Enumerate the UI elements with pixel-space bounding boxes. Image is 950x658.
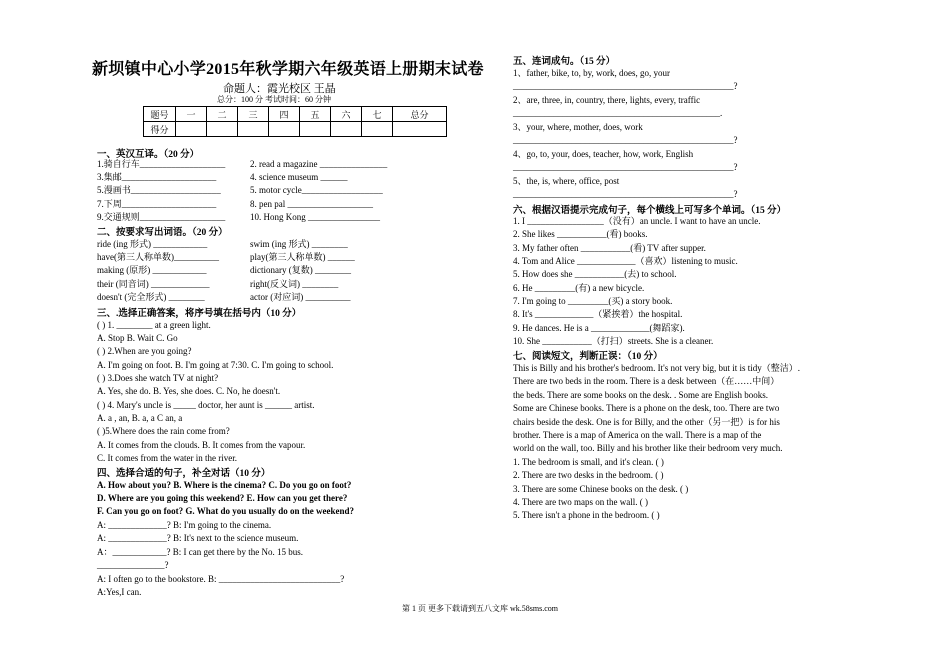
s2-line: have(第三人称单数)__________	[97, 252, 219, 262]
s3-line: A. Yes, she do. B. Yes, she does. C. No, he doesn't.	[97, 386, 281, 396]
score-input-cell[interactable]	[269, 122, 300, 137]
s1-line: 4. science museum ______	[250, 172, 348, 182]
s7-passage-line: brother. There is a map of America on the wall. There is a map of the	[513, 430, 762, 440]
s1-line: 10. Hong Kong ________________	[250, 212, 380, 222]
s5-answer-line[interactable]: _________________________________________________?	[513, 135, 738, 145]
s3-line: A. Stop B. Wait C. Go	[97, 333, 178, 343]
s7-question: 1. The bedroom is small, and it's clean. ( )	[513, 457, 664, 467]
section-1-title: 一、英汉互译。（20 分）	[97, 150, 200, 160]
s3-line: ( )5.Where does the rain come from?	[97, 426, 230, 436]
section-6-title: 六、根据汉语提示完成句子，每个横线上可写多个单词。（15 分）	[513, 206, 787, 216]
s6-line: 5. How does she ___________(去) to school.	[513, 269, 677, 279]
s5-answer-line[interactable]: ______________________________________________.	[513, 108, 723, 118]
s2-line: their (同音词) _____________	[97, 279, 210, 289]
page-footer: 第 1 页 更多下载请到五八文库 wk.58sms.com	[402, 604, 558, 613]
s3-line: ( ) 1. ________ at a green light.	[97, 320, 211, 330]
score-cell: 七	[362, 107, 393, 122]
s4-dialog-line: A:Yes,I can.	[97, 587, 142, 597]
score-input-cell[interactable]	[176, 122, 207, 137]
s1-line: 7.下周_____________________	[97, 199, 217, 209]
s5-line: 1、father, bike, to, by, work, does, go, your	[513, 68, 671, 78]
section-7-title: 七、阅读短文，判断正误：（10 分）	[513, 352, 663, 362]
exam-title: 新坝镇中心小学2015年秋学期六年级英语上册期末试卷	[92, 61, 484, 78]
author-line: 命题人：霞光校区 王晶	[223, 83, 336, 95]
s6-line: 7. I'm going to _________(买) a story book.	[513, 296, 673, 306]
s4-option-line: F. Can you go on foot? G. What do you usually do on the weekend?	[97, 506, 355, 516]
s6-line: 6. He _________(有) a new bicycle.	[513, 283, 645, 293]
s3-line: C. It comes from the water in the river.	[97, 453, 237, 463]
s7-passage-line: There are two beds in the room. There is a desk between（在……中间）	[513, 376, 780, 386]
s3-line: A. It comes from the clouds. B. It comes from the vapour.	[97, 440, 306, 450]
s7-question: 5. There isn't a phone in the bedroom. ( )	[513, 510, 660, 520]
score-cell: 题号	[144, 107, 176, 122]
score-input-cell[interactable]	[238, 122, 269, 137]
s4-dialog-line: _______________?	[97, 560, 169, 570]
score-table	[143, 106, 447, 137]
s4-dialog-line: A: I often go to the bookstore. B: ___________________________?	[97, 574, 345, 584]
score-input-cell[interactable]	[362, 122, 393, 137]
s4-dialog-line: A: _____________? B: It's next to the science museum.	[97, 533, 299, 543]
score-cell: 一	[176, 107, 207, 122]
s3-line: ( ) 4. Mary's uncle is _____ doctor, her aunt is ______ artist.	[97, 400, 315, 410]
score-input-cell[interactable]	[393, 122, 447, 137]
score-input-cell[interactable]	[331, 122, 362, 137]
s6-line: 3. My father often ___________(看) TV after supper.	[513, 243, 706, 253]
s2-line: swim (ing 形式) ________	[250, 239, 348, 249]
s3-line: ( ) 3.Does she watch TV at night?	[97, 373, 219, 383]
s7-question: 4. There are two maps on the wall. ( )	[513, 497, 649, 507]
s5-answer-line[interactable]: _________________________________________________?	[513, 189, 738, 199]
section-5-title: 五、连词成句。（15 分）	[513, 57, 616, 67]
s7-passage-line: world on the wall, too. Billy and his brother like their bedroom very much.	[513, 443, 783, 453]
s6-line: 10. She ___________（打扫）streets. She is a cleaner.	[513, 336, 714, 346]
score-cell: 得分	[144, 122, 176, 137]
score-cell: 四	[269, 107, 300, 122]
s1-line: 3.集邮_____________________	[97, 172, 217, 182]
s4-dialog-line: A：____________? B: I can get there by the No. 15 bus.	[97, 547, 303, 557]
score-cell: 六	[331, 107, 362, 122]
score-table-score-row	[144, 122, 447, 137]
s3-line: A. a , an, B. a, a C an, a	[97, 413, 183, 423]
section-3-title: 三、.选择正确答案，将序号填在括号内（10 分）	[97, 309, 302, 319]
score-cell: 五	[300, 107, 331, 122]
s2-line: right(反义词) ________	[250, 279, 339, 289]
s3-line: ( ) 2.When are you going?	[97, 346, 192, 356]
s1-line: 9.交通规则___________________	[97, 212, 226, 222]
s5-line: 2、are, three, in, country, there, lights, every, traffic	[513, 95, 701, 105]
s4-dialog-line: A: _____________? B: I'm going to the cinema.	[97, 520, 272, 530]
s2-line: making (原形) ____________	[97, 265, 207, 275]
s5-line: 4、go, to, your, does, teacher, how, work, English	[513, 149, 694, 159]
s5-line: 3、your, where, mother, does, work	[513, 122, 643, 132]
score-input-cell[interactable]	[207, 122, 238, 137]
s6-line: 9. He dances. He is a _____________(舞蹈家).	[513, 323, 685, 333]
s6-line: 1. I _________________（没有）an uncle. I want to have an uncle.	[513, 216, 761, 226]
s7-question: 3. There are some Chinese books on the desk. ( )	[513, 484, 689, 494]
s2-line: play(第三人称单数) ______	[250, 252, 355, 262]
score-table-header-row	[144, 107, 447, 122]
section-4-title: 四、选择合适的句子，补全对话（10 分）	[97, 469, 271, 479]
s7-question: 2. There are two desks in the bedroom. ( )	[513, 470, 664, 480]
s2-line: actor (对应词) __________	[250, 292, 351, 302]
exam-meta: 总分：100 分 考试时间：60 分钟	[217, 95, 331, 104]
s6-line: 2. She likes ___________(看) books.	[513, 229, 648, 239]
score-input-cell[interactable]	[300, 122, 331, 137]
score-cell: 三	[238, 107, 269, 122]
s5-line: 5、the, is, where, office, post	[513, 176, 620, 186]
score-cell: 二	[207, 107, 238, 122]
s4-option-line: D. Where are you going this weekend? E. How can you get there?	[97, 493, 348, 503]
s4-option-line: A. How about you? B. Where is the cinema? C. Do you go on foot?	[97, 480, 352, 490]
s2-line: dictionary (复数) ________	[250, 265, 351, 275]
s7-passage-line: This is Billy and his brother's bedroom. It's not very big, but it is tidy（整洁）.	[513, 363, 800, 373]
s7-passage-line: Some are Chinese books. There is a phone on the desk, too. There are two	[513, 403, 780, 413]
s2-line: ride (ing 形式) ____________	[97, 239, 208, 249]
s1-line: 2. read a magazine _______________	[250, 159, 388, 169]
s1-line: 1.骑自行车___________________	[97, 159, 226, 169]
s6-line: 4. Tom and Alice _____________（喜欢）listening to music.	[513, 256, 738, 266]
score-cell: 总分	[393, 107, 447, 122]
s2-line: doesn't (完全形式) ________	[97, 292, 205, 302]
s6-line: 8. It's _____________（紧挨着）the hospital.	[513, 309, 683, 319]
s7-passage-line: the beds. There are some books on the desk. . Some are English books.	[513, 390, 769, 400]
s1-line: 5. motor cycle__________________	[250, 185, 383, 195]
s3-line: A. I'm going on foot. B. I'm going at 7:30. C. I'm going to school.	[97, 360, 334, 370]
s5-answer-line[interactable]: _________________________________________________?	[513, 81, 738, 91]
s1-line: 8. pen pal ___________________	[250, 199, 373, 209]
s7-passage-line: chairs beside the desk. One is for Billy, and the other（另一把）is for his	[513, 417, 780, 427]
s1-line: 5.漫画书____________________	[97, 185, 221, 195]
section-2-title: 二、按要求写出词语。（20 分）	[97, 228, 228, 238]
s5-answer-line[interactable]: _________________________________________________?	[513, 162, 738, 172]
